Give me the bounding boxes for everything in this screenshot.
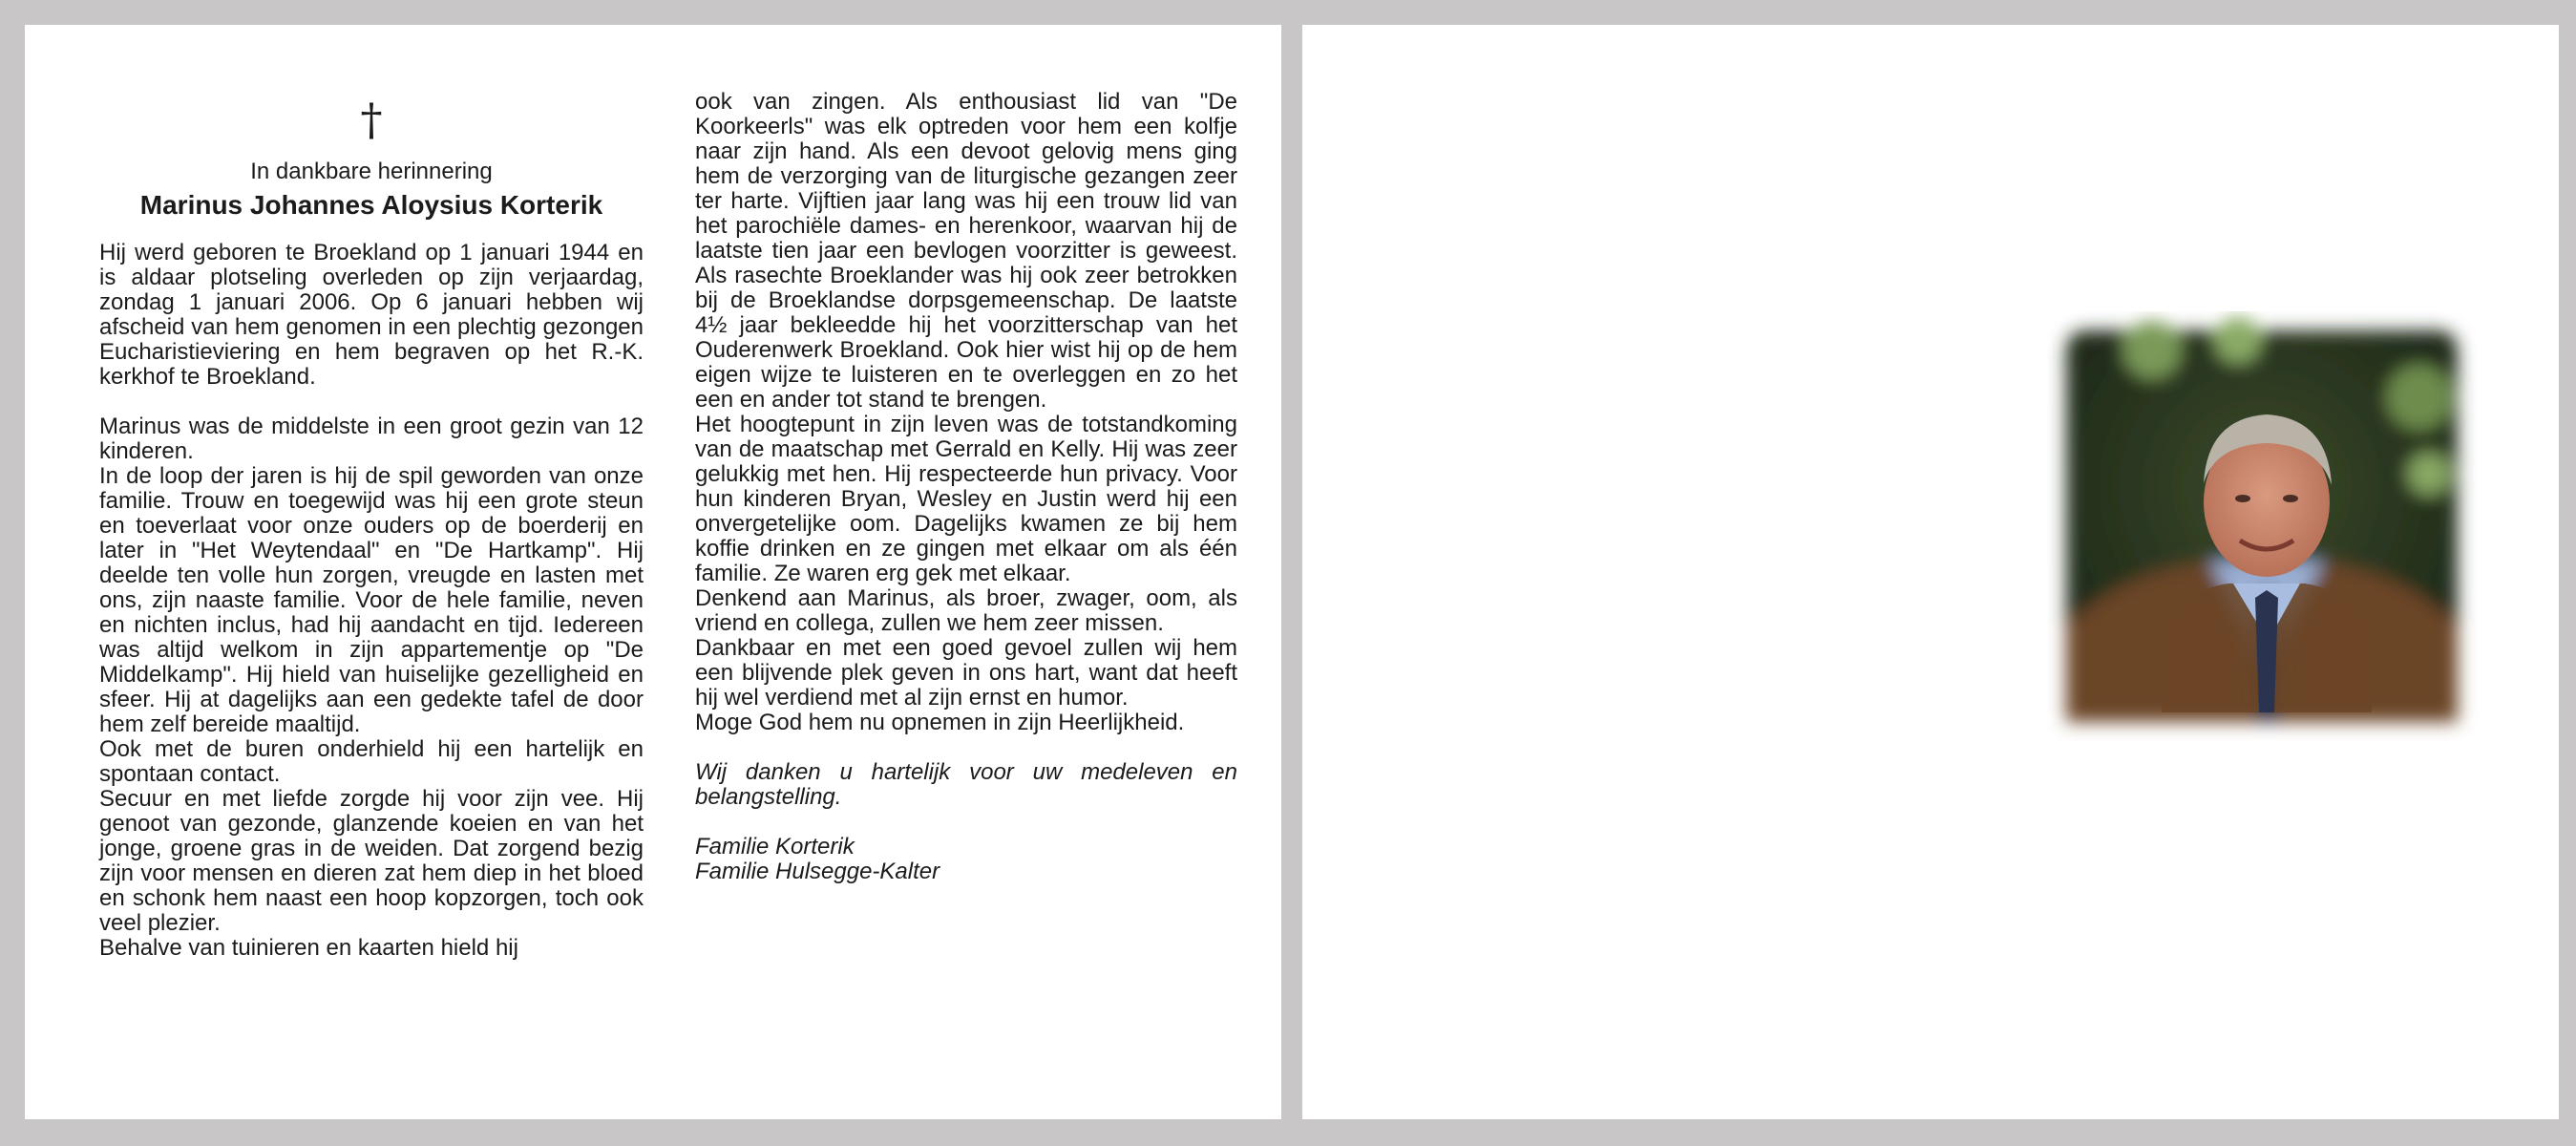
intro-line: In dankbare herinnering <box>250 159 493 184</box>
paragraph: Dankbaar en met een goed gevoel zullen wij hem een blijvende plek geven in ons hart, want dat heeft hij wel verdiend met al zijn ernst en humor. <box>695 635 1237 711</box>
paragraph: Secuur en met liefde zorgde hij voor zijn vee. Hij genoot van gezonde, glanzende koeien en van het jonge, groene gras in de weiden. Dat zorgend bezig zijn voor mensen en dieren zat hem diep in het bloed en schonk hem naast een hoop kopzorgen, toch ook veel plezier. <box>99 786 644 936</box>
memorial-card-photo-page <box>1302 25 2559 1119</box>
family-signature: Familie Hulsegge-Kalter <box>695 859 940 884</box>
paragraph: Het hoogtepunt in zijn leven was de totstandkoming van de maatschap met Gerrald en Kelly. Hij was zeer gelukkig met hen. Hij respecteerde hun privacy. Voor hun kinderen Bryan, Wesley en Justin werd hij een onvergetelijke oom. Dagelijks kwamen ze bij hem koffie drinken en ze gingen met elkaar om als één familie. Ze waren erg gek met elkaar. <box>695 412 1237 586</box>
thank-you-note: Wij danken u hartelijk voor uw medeleven en belangstelling. <box>695 759 1237 810</box>
paragraph: Denkend aan Marinus, als broer, zwager, oom, als vriend en collega, zullen we hem zeer missen. <box>695 585 1237 636</box>
memorial-card-inner-left <box>25 25 1281 1119</box>
paragraph: ook van zingen. Als enthousiast lid van "De Koorkeerls" was elk optreden voor hem een kolfje naar zijn hand. Als een devoot gelovig mens ging hem de verzorging van de liturgische gezangen zeer ter harte. Vijftien jaar lang was hij een trouw lid van het parochiële dames- en herenkoor, waarvan hij de laatste tien jaar een bevlogen voorzitter is geweest. Als rasechte Broeklander was hij ook zeer betrokken bij de Broeklandse dorpsgemeenschap. De laatste 4½ jaar bekleedde hij het voorzitterschap van het Ouderenwerk Broekland. Ook hier wist hij op de hem eigen wijze te luisteren en te overleggen en zo het een en ander tot stand te brengen. <box>695 89 1237 413</box>
paragraph: Moge God hem nu opnemen in zijn Heerlijkheid. <box>695 710 1185 735</box>
paragraph: Marinus was de middelste in een groot gezin van 12 kinderen. <box>99 414 644 464</box>
paragraph: Ook met de buren onderhield hij een hartelijk en spontaan contact. <box>99 736 644 787</box>
cross-icon: † <box>360 94 383 145</box>
paragraph: Hij werd geboren te Broekland op 1 januari 1944 en is aldaar plotseling overleden op zijn verjaardag, zondag 1 januari 2006. Op 6 januari hebben wij afscheid van hem genomen in een plechtig gezongen Eucharistieviering en hem begraven op het R.-K. kerkhof te Broekland. <box>99 240 644 390</box>
family-signature: Familie Korterik <box>695 834 855 860</box>
paragraph: In de loop der jaren is hij de spil geworden van onze familie. Trouw en toegewijd was hij een grote steun en toeverlaat voor onze ouders op de boerderij en later in "Het Weytendaal" en "De Hartkamp". Hij deelde ten volle hun zorgen, vreugde en lasten met ons, zijn naaste familie. Voor de hele familie, neven en nichten inclus, had hij aandacht en tijd. Iedereen was altijd welkom in zijn appartementje op "De Middelkamp". Hij hield van huiselijke gezelligheid en sfeer. Hij at dagelijks aan een gedekte tafel de door hem zelf bereide maaltijd. <box>99 463 644 737</box>
paragraph: Behalve van tuinieren en kaarten hield hij <box>99 935 518 961</box>
portrait-photo <box>2047 311 2486 741</box>
deceased-name: Marinus Johannes Aloysius Korterik <box>139 190 603 220</box>
right-column-text <box>695 90 1237 884</box>
left-column-text <box>99 241 644 961</box>
